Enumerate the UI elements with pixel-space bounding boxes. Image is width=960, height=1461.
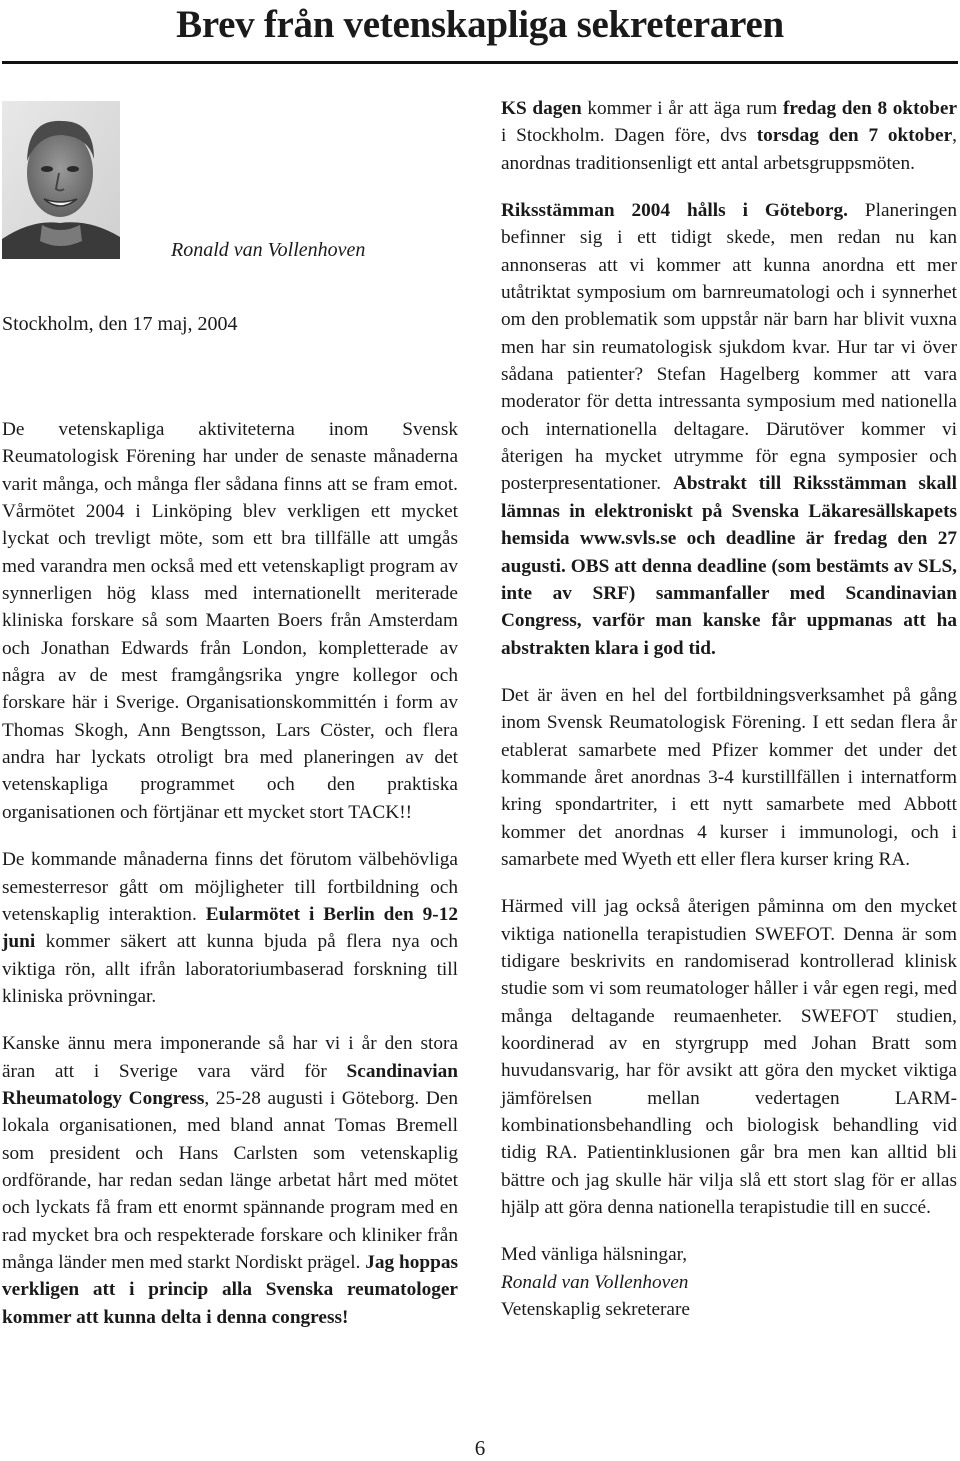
text-run: , anordnas traditionsenligt ett antal bbox=[501, 125, 957, 174]
paragraph: Härmed vill jag också återigen påminna om den mycket viktiga nationella terapistudien SWEFOT. Denna är som tidigare beskrivits en randomiserad kontrollerad klinisk studie som vi som reumatologer håller i vår egen regi, med många deltagande reumaenheter. SWEFOT studien, koordinerad av en styrgrupp med Johan Bratt som huvudansvarig, har för avsikt att göra den mycket viktiga jämförelsen mellan vedertagen LARM-kombinationsbehandling och biologisk behandling vid tidig RA. Patientinklusionen går bra men kan alltid bli bättre och jag skulle här vilja slå ett stort slag för er allas hjälp att göra denna nationella terapistudie till en succé. bbox=[501, 896, 957, 1219]
text-run: De kommande månaderna finns det förutom välbehövliga semesterresor gått om möjligheter till fortbildning och vetenskaplig interaktion. bbox=[2, 849, 458, 925]
emphasis-eular: Eularmötet i Berlin den 9-12 juni bbox=[2, 903, 458, 953]
paragraph bbox=[2, 846, 458, 1010]
text-run: kommer i år att äga rum bbox=[581, 98, 783, 119]
author-name: Ronald van Vollenhoven bbox=[171, 239, 366, 261]
dateline: Stockholm, den 17 maj, 2004 bbox=[2, 313, 238, 335]
emphasis-date: fredag den 8 oktober bbox=[782, 98, 958, 119]
emphasis-ks-dagen: KS dagen bbox=[501, 98, 582, 119]
emphasis-abstract-deadline: Abstrakt till Riksstämman skall lämnas in elektroniskt på Svenska Läkaresällskapets hemsida www.svls.se och deadline är fredag den 27 augusti. OBS att denna deadline (som bestämts av SLS, inte av SRF) sammanfaller med Scandinavian Congress, varför man kanske får uppmanas att ha abstrakten klara i god tid. bbox=[501, 473, 957, 659]
emphasis-riksstamman: Riksstämman 2004 hålls i Göteborg. bbox=[501, 200, 848, 222]
emphasis-appeal: Jag hoppas verkligen att i princip alla Svenska reumatologer kommer att kunna delta i denna congress! bbox=[2, 1251, 458, 1328]
signature-block bbox=[501, 1241, 957, 1323]
page-title: Brev från vetenskapliga sekreteraren bbox=[176, 3, 784, 46]
paragraph bbox=[501, 95, 957, 177]
emphasis-congress: Scandinavian Rheumatology Congress bbox=[2, 1060, 458, 1109]
text-run: kommer säkert att kunna bjuda på flera nya och viktiga rön, allt ifrån laboratoriumbaserad forskning till kliniska prövningar. bbox=[2, 931, 458, 1007]
signature-name: Ronald van Vollenhoven bbox=[501, 1271, 689, 1293]
page-number: 6 bbox=[474, 1436, 486, 1460]
author-photo bbox=[2, 101, 120, 259]
text-run: i Stockholm. Dagen före, dvs bbox=[501, 125, 757, 147]
paragraph: De vetenskapliga aktiviteterna inom Svensk Reumatologisk Förening har under de senaste månaderna varit många, och många fler sådana finns att se fram emot. Vårmötet 2004 i Linköping blev verkligen ett mycket lyckat och trevligt möte, som ett bra tillfälle att umgås med varandra men också med ett vetenskapligt program av synnerligen hög klass med internationellt meriterade kliniska forskare så som Maarten Boers från Amsterdam och Jonathan Edwards från London, kompletterade av några av de mest framgångsrika yngre kollegor och forskare här i Sverige. Organisationskommittén i form av Thomas Skogh, Ann Bengtsson, Lars Cöster, och flera andra har lyckats otroligt bra med planeringen av det vetenskapliga programmet och den praktiska organisationen och förtjänar ett mycket stort TACK!! bbox=[2, 419, 458, 823]
title-divider bbox=[2, 61, 958, 64]
left-column bbox=[2, 416, 458, 1351]
text-run: Kanske ännu mera imponerande så har vi i år den stora äran att i Sverige vara värd för bbox=[2, 1033, 458, 1082]
portrait-image bbox=[2, 101, 120, 259]
right-column bbox=[501, 95, 957, 1323]
signature-role: Vetenskaplig sekreterare bbox=[501, 1299, 690, 1321]
paragraph bbox=[501, 197, 957, 662]
paragraph bbox=[2, 1030, 458, 1331]
closing: Med vänliga hälsningar, bbox=[501, 1244, 688, 1266]
text-run: Planeringen befinner sig i ett tidigt skede, men redan nu kan annonseras att vi kommer att kunna anordna ett mer utåtriktat symposium om barnreumatologi och i synnerhet om den problematik som uppstår när barn har blivit vuxna men har sin reumatologisk sjukdom kvar. Hur tar vi över sådana patienter? Stefan Hagelberg kommer att vara moderator för detta intressanta symposium med nationella och internationella deltagare. Därutöver kommer vi återigen ha mycket utrymme för egna symposier och posterpresentationer. bbox=[501, 200, 957, 495]
paragraph: Det är även en hel del fortbildningsverksamhet på gång inom Svensk Reumatologisk Förening. I ett sedan flera år etablerat samarbete med Pfizer kommer det under det kommande året anordnas 3-4 kurstillfällen i internatform kring spondartriter, i ett nytt samarbete med Abbott kommer det anordnas 4 kurser i immunologi, och i samarbete med Wyeth ett eller flera kurser kring RA. bbox=[501, 684, 957, 870]
text-run: arbetsgruppsmöten. bbox=[763, 152, 915, 174]
emphasis-date: torsdag den 7 oktober bbox=[756, 125, 953, 147]
text-run: , 25-28 augusti i Göteborg. Den lokala organisationen, med bland annat Tomas Bremell som president och Hans Carlsten som vetenskaplig ordförande, har redan sedan länge arbetat hårt med mötet och lyckats få fram ett enormt spännande program med en rad mycket bra och respekterade forskare och kliniker från många länder men med starkt Nordiskt prägel. bbox=[2, 1087, 458, 1273]
